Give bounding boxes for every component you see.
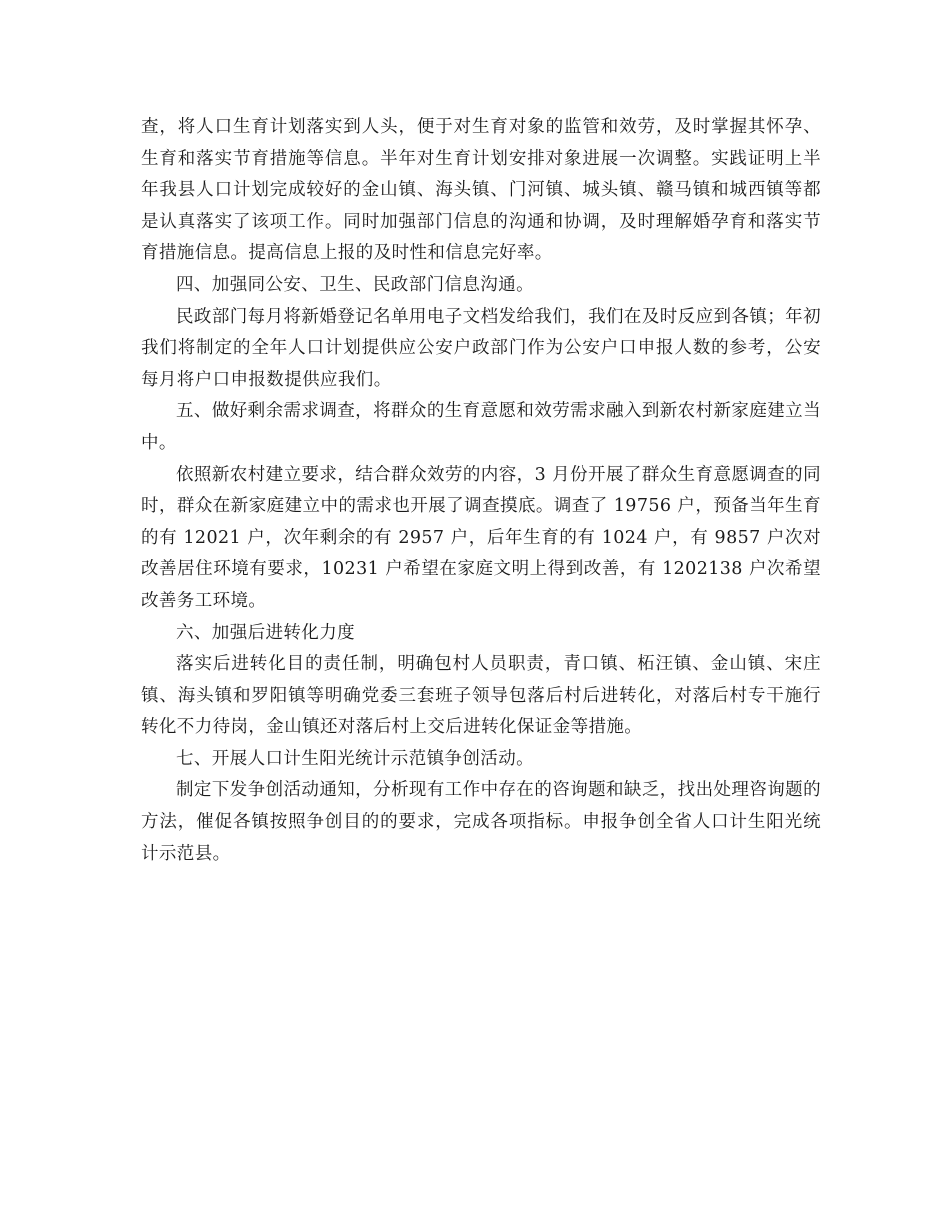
paragraph-section-7: 制定下发争创活动通知，分析现有工作中存在的咨询题和缺乏，找出处理咨询题的方法，催促各镇按照争创目的的要求，完成各项指标。申报争创全省人口计生阳光统计示范县。 bbox=[141, 780, 821, 864]
heading-section-6: 六、加强后进转化力度 bbox=[176, 622, 355, 643]
heading-section-4: 四、加强同公安、卫生、民政部门信息沟通。 bbox=[176, 274, 534, 295]
paragraph-continuation: 查，将人口生育计划落实到人头，便于对生育对象的监管和效劳，及时掌握其怀孕、生育和落实节育措施等信息。半年对生育计划安排对象进展一次调整。实践证明上半年我县人口计划完成较好的金山镇、海头镇、门河镇、城头镇、赣马镇和城西镇等都是认真落实了该项工作。同时加强部门信息的沟通和协调，及时理解婚孕育和落实节育措施信息。提高信息上报的及时性和信息完好率。 bbox=[141, 117, 821, 264]
paragraph-section-4: 民政部门每月将新婚登记名单用电子文档发给我们，我们在及时反应到各镇；年初我们将制定的全年人口计划提供应公安户政部门作为公安户口申报人数的参考，公安每月将户口申报数提供应我们。 bbox=[141, 306, 821, 390]
document-page bbox=[141, 112, 821, 870]
paragraph-section-6: 落实后进转化目的责任制，明确包村人员职责，青口镇、柘汪镇、金山镇、宋庄镇、海头镇和罗阳镇等明确党委三套班子领导包落后村后进转化，对落后村专干施行转化不力待岗，金山镇还对落后村上交后进转化保证金等措施。 bbox=[141, 654, 821, 738]
heading-section-7: 七、开展人口计生阳光统计示范镇争创活动。 bbox=[176, 748, 534, 769]
heading-section-5: 五、做好剩余需求调查，将群众的生育意愿和效劳需求融入到新农村新家庭建立当中。 bbox=[141, 401, 821, 453]
paragraph-section-5: 依照新农村建立要求，结合群众效劳的内容，3 月份开展了群众生育意愿调查的同时，群众在新家庭建立中的需求也开展了调查摸底。调查了 19756 户，预备当年生育的有 12021 户，次年剩余的有 2957 户，后年生育的有 1024 户，有 9857 户次对改善居住环境有要求，10231 户希望在家庭文明上得到改善，有 1202138 户次希望改善务工环境。 bbox=[141, 464, 821, 611]
